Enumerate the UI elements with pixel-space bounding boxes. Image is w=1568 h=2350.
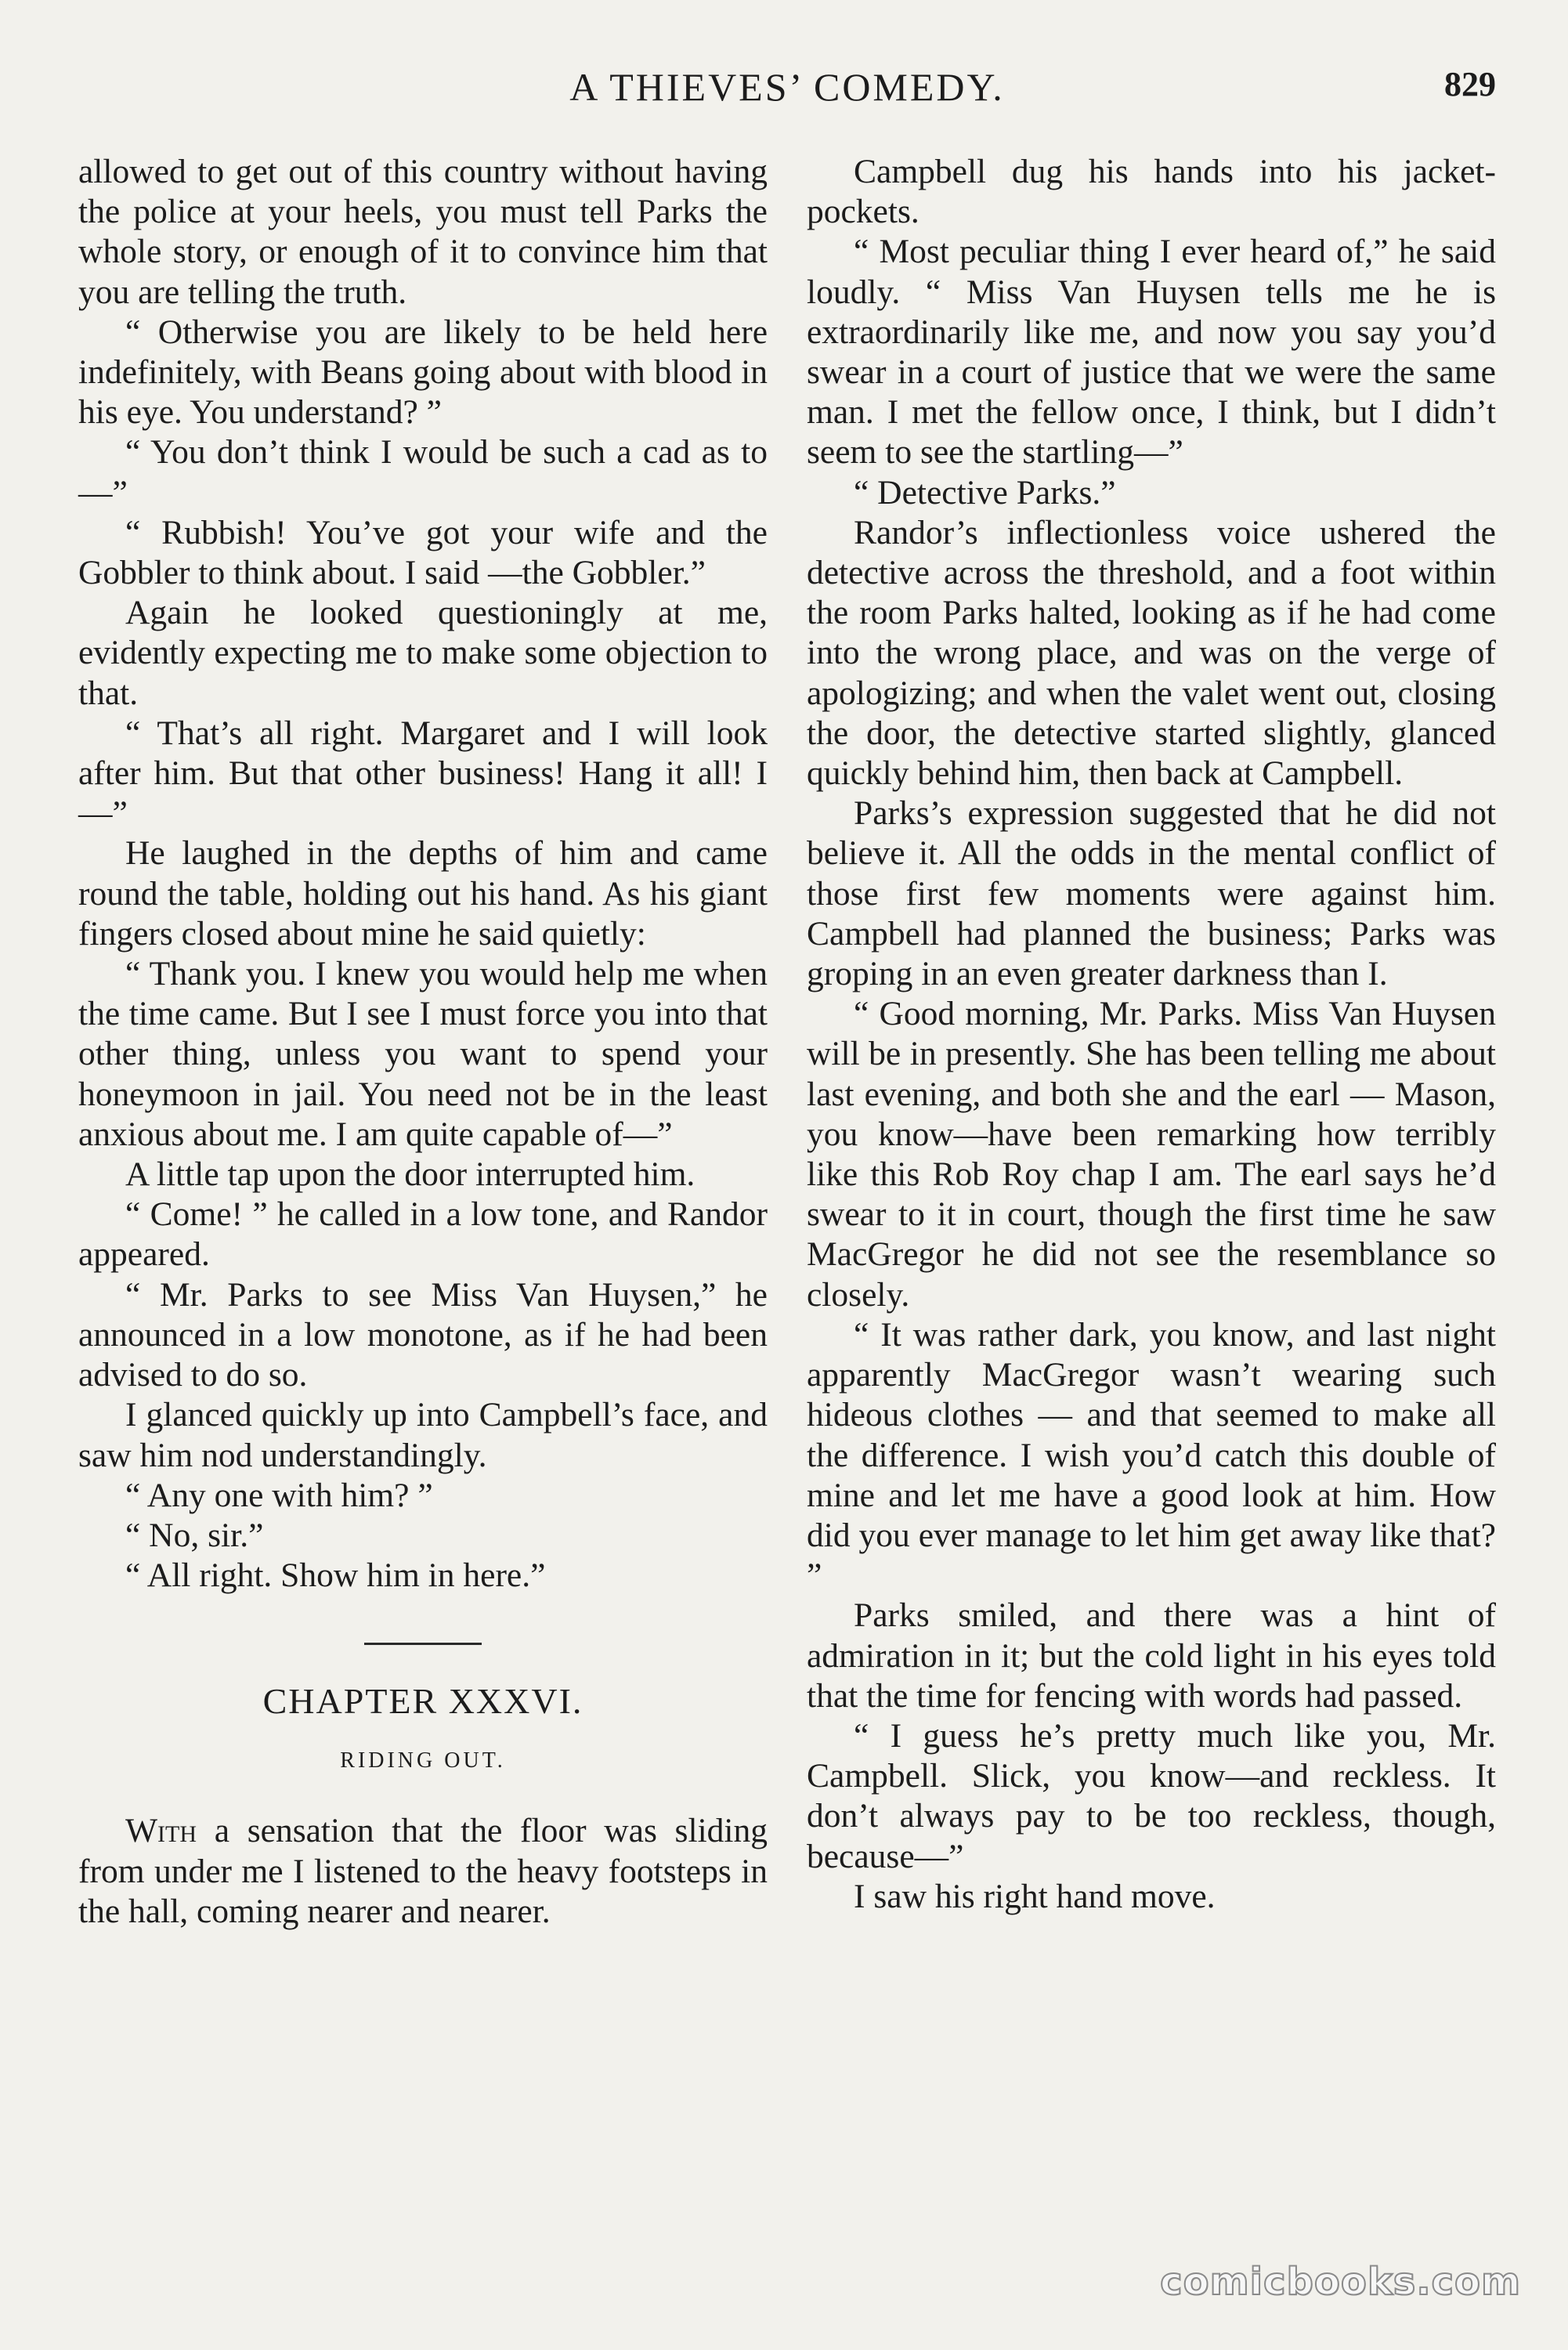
- paragraph: He laughed in the depths of him and came round the table, holding out his hand. As his giant fingers closed about mine he said quietly:: [78, 834, 768, 953]
- paragraph: Parks smiled, and there was a hint of admiration in it; but the cold light in his eyes told that the time for fencing with words had passed.: [807, 1596, 1496, 1715]
- chapter-subtitle: RIDING OUT.: [340, 1748, 506, 1773]
- paragraph: “ Rubbish! You’ve got your wife and the Gobbler to think about. I said —the Gobbler.”: [78, 513, 768, 592]
- paragraph: Parks’s expression suggested that he did not believe it. All the odds in the mental conflict of those first few moments were against him. Campbell had planned the business; Parks was groping in an even greater darkness than I.: [807, 794, 1496, 993]
- chapter-divider-rule: [364, 1643, 482, 1645]
- paragraph: “ Detective Parks.”: [854, 473, 1116, 512]
- chapter-opening-text: a sensation that the floor was sliding from under me I listened to the heavy footsteps in the hall, coming nearer and nearer.: [78, 1812, 768, 1930]
- paragraph: “ Thank you. I knew you would help me when the time came. But I see I must force you into that other thing, unless you want to spend your honeymoon in jail. You need not be in the least anxious about me. I am quite capable of—”: [78, 955, 768, 1153]
- running-title: A THIEVES’ COMEDY.: [569, 65, 1005, 109]
- left-column: [78, 152, 768, 1932]
- chapter-title: CHAPTER XXXVI.: [262, 1681, 583, 1722]
- paragraph: “ Good morning, Mr. Parks. Miss Van Huysen will be in presently. She has been telling me about last evening, and both she and the earl — Mason, you know—have been remarking how terribly like this Rob Roy chap I am. The earl says he’d swear to it in court, though the first time he saw MacGregor he did not see the resemblance so closely.: [807, 995, 1496, 1314]
- paragraph: Randor’s inflectionless voice ushered the detective across the threshold, and a foot within the room Parks halted, looking as if he had come into the wrong place, and was on the verge of apologizing; and when the valet went out, closing the door, the detective started slightly, glanced quickly behind him, then back at Campbell.: [807, 513, 1496, 793]
- chapter-opening-paragraph: [78, 1811, 768, 1932]
- paragraph: “ I guess he’s pretty much like you, Mr. Campbell. Slick, you know—and reckless. It don’t always pay to be too reckless, though, because—”: [807, 1716, 1496, 1875]
- paragraph: “ That’s all right. Margaret and I will look after him. But that other business! Hang it all! I—”: [78, 714, 768, 833]
- page-header: [78, 64, 1496, 119]
- paragraph: Again he looked questioningly at me, evidently expecting me to make some objection to that.: [78, 594, 768, 712]
- paragraph: A little tap upon the door interrupted him.: [125, 1155, 695, 1194]
- paragraph: “ You don’t think I would be such a cad as to—”: [78, 433, 768, 512]
- site-watermark: comicbooks.com: [1160, 2260, 1521, 2304]
- paragraph: I glanced quickly up into Campbell’s face, and saw him nod understandingly.: [78, 1396, 768, 1474]
- paragraph: “ Most peculiar thing I ever heard of,” he said loudly. “ Miss Van Huysen tells me he is extraordinarily like me, and now you say you’d swear in a court of justice that we were the same man. I met the fellow once, I think, but I didn’t seem to see the startling—”: [807, 233, 1496, 472]
- paragraph: “ It was rather dark, you know, and last night apparently MacGregor wasn’t wearing such hideous clothes — and that seemed to make all the difference. I wish you’d catch this double of mine and let me have a good look at him. How did you ever manage to let him get away like that? ”: [807, 1315, 1496, 1595]
- paragraph: allowed to get out of this country without having the police at your heels, you must tell Parks the whole story, or enough of it to convince him that you are telling the truth.: [78, 153, 768, 311]
- paragraph: “ No, sir.”: [125, 1516, 264, 1554]
- paragraph: “ All right. Show him in here.”: [125, 1556, 546, 1595]
- right-column: [807, 152, 1496, 1917]
- paragraph: “ Any one with him? ”: [125, 1476, 433, 1514]
- paragraph: I saw his right hand move.: [854, 1877, 1216, 1915]
- paragraph: Campbell dug his hands into his jacket-pockets.: [807, 153, 1496, 231]
- paragraph: “ Mr. Parks to see Miss Van Huysen,” he announced in a low monotone, as if he had been advised to do so.: [78, 1275, 768, 1394]
- paragraph: “ Otherwise you are likely to be held here indefinitely, with Beans going about with blood in his eye. You understand? ”: [78, 313, 768, 432]
- page-number: 829: [1444, 65, 1496, 103]
- chapter-opening-word: With: [125, 1812, 197, 1850]
- paragraph: “ Come! ” he called in a low tone, and Randor appeared.: [78, 1195, 768, 1274]
